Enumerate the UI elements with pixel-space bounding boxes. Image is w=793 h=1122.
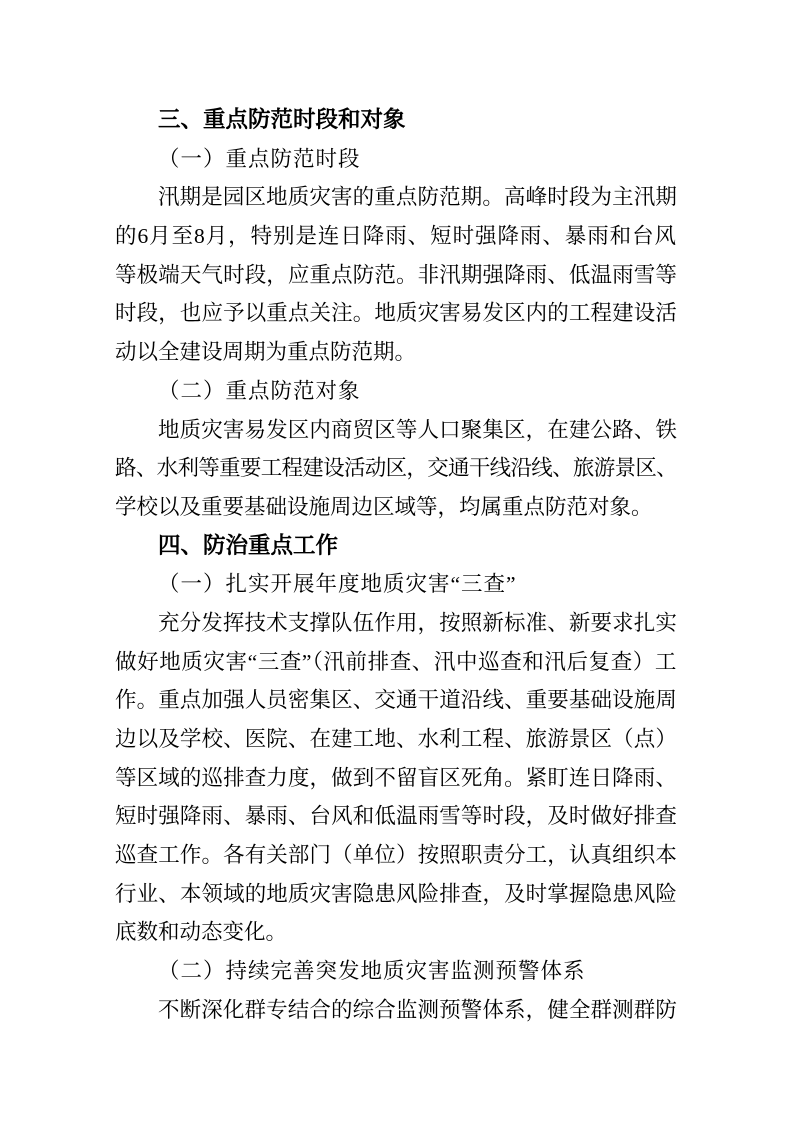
body-text-line [115, 759, 677, 798]
line-text: 不断深化群专结合的综合监测预警体系，健全群测群防 [158, 997, 677, 1022]
line-text: （二）持续完善突发地质灾害监测预警体系 [158, 959, 586, 984]
line-text: 的6月至8月，特别是连日降雨、短时强降雨、暴雨和台风 [115, 224, 677, 249]
subsection-4-1-heading [115, 565, 677, 604]
line-text: 作。重点加强人员密集区、交通干道沿线、重要基础设施周 [115, 688, 677, 713]
body-text-line [115, 913, 677, 952]
line-text: （二）重点防范对象 [158, 378, 361, 403]
body-text-line [115, 836, 677, 875]
line-text: 充分发挥技术支撑队伍作用，按照新标准、新要求扎实 [158, 610, 677, 635]
line-text: 三、重点防范时段和对象 [158, 107, 406, 132]
section-4-heading [115, 527, 677, 566]
body-text-line [115, 797, 677, 836]
body-text-line [115, 411, 677, 450]
line-text: 短时强降雨、暴雨、台风和低温雨雪等时段，及时做好排查 [115, 804, 677, 829]
body-text-line [115, 217, 677, 256]
subsection-3-2-heading [115, 372, 677, 411]
line-text: （一）重点防范时段 [158, 146, 361, 171]
line-text: 汛期是园区地质灾害的重点防范期。高峰时段为主汛期 [158, 185, 677, 210]
body-text-line [115, 643, 677, 682]
body-text-line [115, 449, 677, 488]
line-text: 底数和动态变化。 [115, 920, 288, 945]
body-text-line [115, 256, 677, 295]
body-text-line [115, 604, 677, 643]
body-text-line [115, 875, 677, 914]
line-text: 边以及学校、医院、在建工地、水利工程、旅游景区（点） [115, 727, 677, 751]
body-text-line [115, 720, 677, 759]
line-text: 路、水利等重要工程建设活动区，交通干线沿线、旅游景区、 [115, 456, 677, 481]
document-body [115, 101, 677, 1030]
body-text-line [115, 333, 677, 372]
line-text: 等极端天气时段，应重点防范。非汛期强降雨、低温雨雪等 [115, 262, 677, 287]
line-text: 学校以及重要基础设施周边区域等，均属重点防范对象。 [115, 494, 653, 519]
body-text-line [115, 991, 677, 1030]
subsection-4-2-heading [115, 952, 677, 991]
body-text-line [115, 681, 677, 720]
line-text: 时段，也应予以重点关注。地质灾害易发区内的工程建设活 [115, 301, 677, 326]
body-text-line [115, 488, 677, 527]
line-text: 四、防治重点工作 [158, 532, 339, 558]
line-text: 巡查工作。各有关部门（单位）按照职责分工，认真组织本 [115, 843, 677, 868]
body-text-line [115, 178, 677, 217]
section-3-heading [115, 101, 677, 140]
line-text: 地质灾害易发区内商贸区等人口聚集区，在建公路、铁 [158, 417, 677, 442]
body-text-line [115, 294, 677, 333]
line-text: （一）扎实开展年度地质灾害“三查” [158, 572, 517, 597]
line-text: 做好地质灾害“三查”（汛前排查、汛中巡查和汛后复查）工 [115, 649, 677, 674]
subsection-3-1-heading [115, 140, 677, 179]
line-text: 等区域的巡排查力度，做到不留盲区死角。紧盯连日降雨、 [115, 765, 677, 790]
line-text: 行业、本领域的地质灾害隐患风险排查，及时掌握隐患风险 [115, 881, 677, 906]
line-text: 动以全建设周期为重点防范期。 [115, 340, 417, 365]
